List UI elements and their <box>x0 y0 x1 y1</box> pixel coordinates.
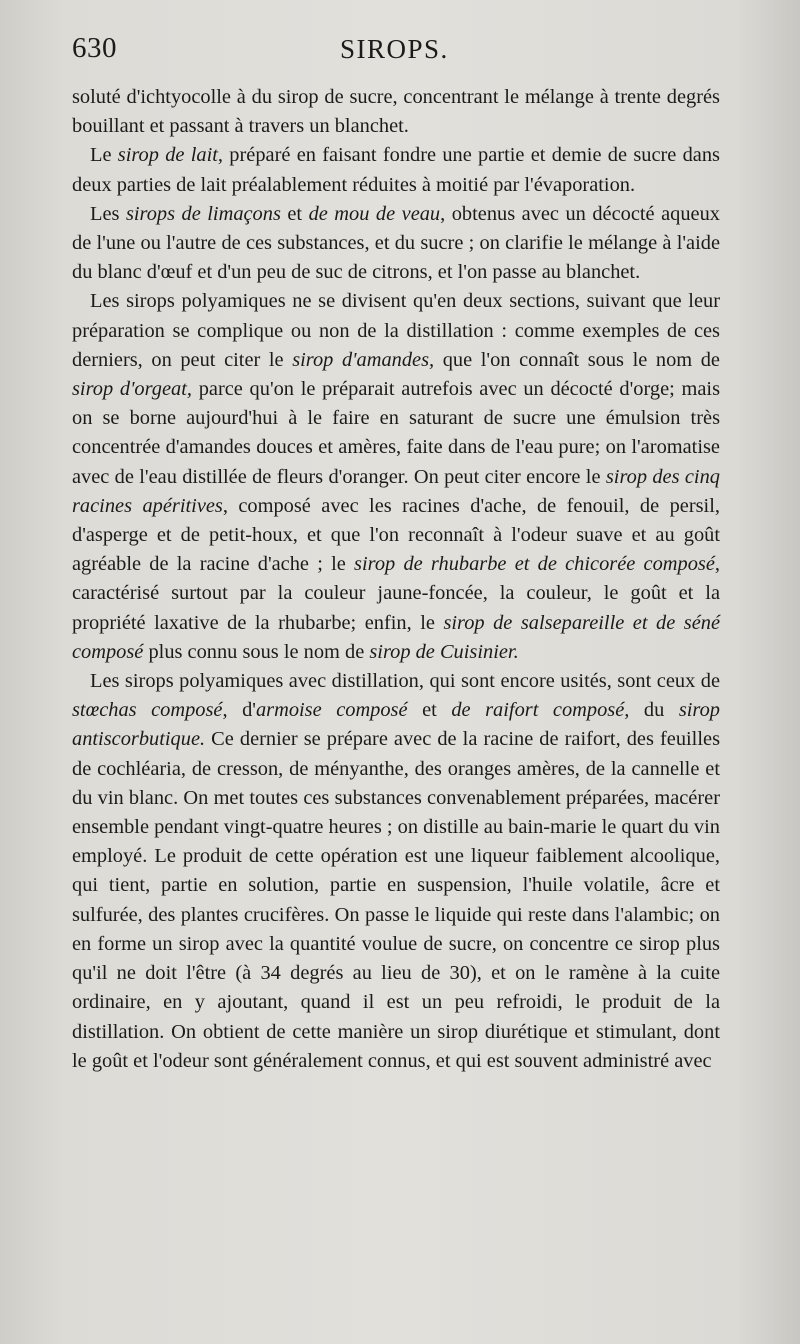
italic-term: sirop de Cuisinier. <box>369 640 519 663</box>
text-run: , obtenus avec un décocté aqueux de l'une ou l'autre de ces substances, et du sucre ; on clarifie le mélange à l'aide du blanc d'œuf et d'un peu de suc de citrons, et l'on passe au blanchet. <box>72 202 720 284</box>
text-run: Les sirops polyamiques ne se divisent qu'en deux sections, suivant que leur préparation se complique ou non de la distillation : comme exemples de ces derniers, on peut citer le <box>72 290 720 371</box>
page-header <box>72 32 720 72</box>
text-run: plus connu sous le nom de <box>143 640 370 663</box>
italic-term: sirop antiscorbutique. <box>72 699 720 751</box>
paragraph <box>72 83 720 141</box>
text-run: préparé en faisant fondre une partie et demie de sucre dans deux parties de lait préalablement réduites à moitié par l'évaporation. <box>72 144 720 196</box>
text-run: que l'on connaît sous le nom de <box>434 348 720 371</box>
italic-term: sirops de limaçons <box>125 202 281 225</box>
text-run: et <box>280 202 309 225</box>
text-run: , d' <box>222 699 256 722</box>
italic-term: sirop d'amandes, <box>292 348 435 371</box>
paragraph <box>72 667 720 1076</box>
body-text <box>72 83 720 1076</box>
text-run: Les sirops polyamiques avec distillation, qui sont encore usités, sont ceux de <box>90 670 720 693</box>
text-run: parce qu'on le préparait autrefois avec un décocté d'orge; mais on se borne aujourd'hui à le faire en saturant de sucre une émulsion très concentrée d'amandes douces et amères, faite dans de l'eau pure; on l'aromatise avec de l'eau distillée de fleurs d'oranger. On peut citer encore le <box>72 378 721 488</box>
italic-term: armoise composé <box>255 699 408 722</box>
italic-term: stœchas composé <box>72 699 223 722</box>
text-run: Ce dernier se prépare avec de la racine de raifort, des feuilles de cochléaria, de cresson, de ményanthe, des oranges amères, de la cannelle et du vin blanc. On met toutes ces substances convenablement préparées, macérer ensemble pendant vingt-quatre heures ; on distille au bain-marie le quart du vin employé. Le produit de cette opération est une liqueur faiblement alcoolique, qui tient, partie en solution, partie en suspension, l'huile volatile, âcre et sulfurée, des plantes crucifères. On passe le liquide qui reste dans l'alambic; on en forme un sirop avec la quantité voulue de sucre, on concentre ce sirop plus qu'il ne doit l'être (à 34 degrés au lieu de 30), et on le ramène à la cuite ordinaire, en y ajoutant, quand il est un peu refroidi, le produit de la distillation. On obtient de cette manière un sirop diurétique et stimulant, dont le goût et l'odeur sont généralement connus, et qui est souvent administré avec <box>72 728 720 1072</box>
text-run: Le <box>90 144 118 167</box>
italic-term: sirop de salsepareille et de séné composé <box>72 611 720 663</box>
paragraph <box>72 287 720 667</box>
italic-term: sirop de lait, <box>117 144 224 167</box>
text-run: du <box>629 699 679 722</box>
text-run: Les <box>90 202 126 225</box>
italic-term: sirop d'orgeat, <box>72 378 193 401</box>
italic-term: de raifort composé, <box>451 699 630 722</box>
italic-term: sirop des cinq racines apéritives <box>72 465 720 517</box>
italic-term: sirop de rhubarbe et de chicorée composé <box>354 553 715 576</box>
running-title: SIROPS. <box>340 34 449 64</box>
paragraph <box>72 200 720 288</box>
paragraph <box>72 141 720 199</box>
text-run: soluté d'ichtyocolle à du sirop de sucre, concentrant le mélange à trente degrés bouillant et passant à travers un blanchet. <box>72 86 720 138</box>
text-run: , caractérisé surtout par la couleur jaune-foncée, la couleur, le goût et la propriété laxative de la rhubarbe; enfin, le <box>72 553 721 634</box>
text-run: et <box>407 699 452 722</box>
page-number: 630 <box>72 32 117 64</box>
italic-term: de mou de veau <box>308 202 441 225</box>
text-run: , composé avec les racines d'ache, de fenouil, de persil, d'asperge et de petit-houx, et que l'on reconnaît à l'odeur suave et au goût agréable de la racine d'ache ; le <box>72 494 720 576</box>
